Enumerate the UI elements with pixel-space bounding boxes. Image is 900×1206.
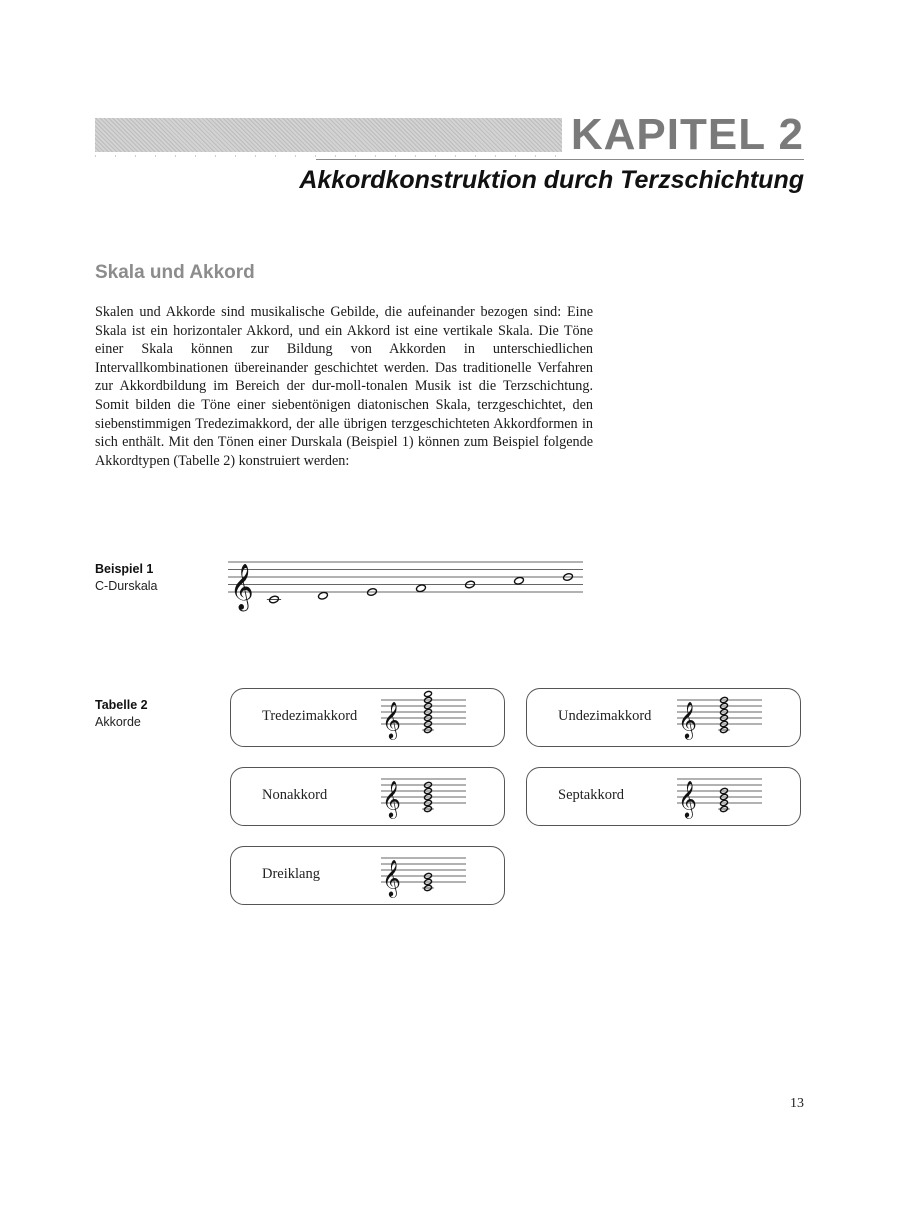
chord-staff	[381, 770, 476, 824]
treble-clef-icon: 𝄞	[382, 858, 401, 897]
c-major-scale-staff	[228, 548, 588, 608]
chord-staff	[677, 770, 772, 824]
chord-label: Nonakkord	[262, 787, 328, 803]
chord-box-undezim	[526, 688, 801, 747]
chapter-header-band	[95, 118, 562, 152]
chord-box-sept	[526, 767, 801, 826]
treble-clef-icon: 𝄞	[230, 563, 254, 610]
whole-note	[424, 691, 433, 698]
chord-label: Tredezimakkord	[262, 708, 358, 724]
whole-note	[416, 584, 427, 593]
chapter-subtitle: Akkordkonstruktion durch Terzschichtung	[299, 166, 804, 194]
table-subtitle: Akkorde	[95, 715, 141, 729]
chord-box-non	[230, 767, 505, 826]
treble-clef-icon: 𝄞	[382, 779, 401, 818]
section-heading: Skala und Akkord	[95, 262, 255, 283]
example-title: Beispiel 1	[95, 562, 154, 576]
example-subtitle: C-Durskala	[95, 579, 158, 593]
chord-label: Septakkord	[558, 787, 625, 803]
table-caption	[95, 697, 148, 731]
chord-label: Dreiklang	[262, 866, 320, 882]
treble-clef-icon: 𝄞	[678, 779, 697, 818]
body-paragraph: Skalen und Akkorde sind musikalische Gebilde, die aufeinander bezogen sind: Eine Skala ist ein horizontaler Akkord, und ein Akkord ist eine vertikale Skala. Die Töne einer Skala können zur Bildung von Akkorden in unterschiedlichen Intervallkombinationen übereinander geschichtet werden. Das traditionelle Verfahren zur Akkordbildung im Bereich der dur-moll-tonalen Musik ist die Terzschichtung. Somit bilden die Töne einer siebentönigen diatonischen Skala, terzgeschichtet, den siebenstimmigen Tredezimakkord, der alle übrigen terzgeschichteten Akkordformen in sich enthält. Mit den Tönen einer Durskala (Beispiel 1) können zum Beispiel folgende Akkordtypen (Tabelle 2) konstruiert werden:	[95, 304, 593, 469]
chord-box-dreiklang	[230, 846, 505, 905]
chord-box-tredezim	[230, 688, 505, 747]
chapter-title: KAPITEL 2	[570, 110, 804, 159]
whole-note	[514, 576, 525, 585]
chord-staff	[381, 691, 476, 745]
chord-label: Undezimakkord	[558, 708, 652, 724]
treble-clef-icon: 𝄞	[678, 700, 697, 739]
header-dotted-line	[95, 155, 562, 157]
chord-staff	[381, 849, 476, 903]
whole-note	[318, 591, 329, 600]
page-number: 13	[790, 1096, 804, 1111]
header-rule	[316, 159, 804, 160]
table-title: Tabelle 2	[95, 698, 148, 712]
example-caption	[95, 561, 158, 595]
chord-staff	[677, 691, 772, 745]
treble-clef-icon: 𝄞	[382, 700, 401, 739]
